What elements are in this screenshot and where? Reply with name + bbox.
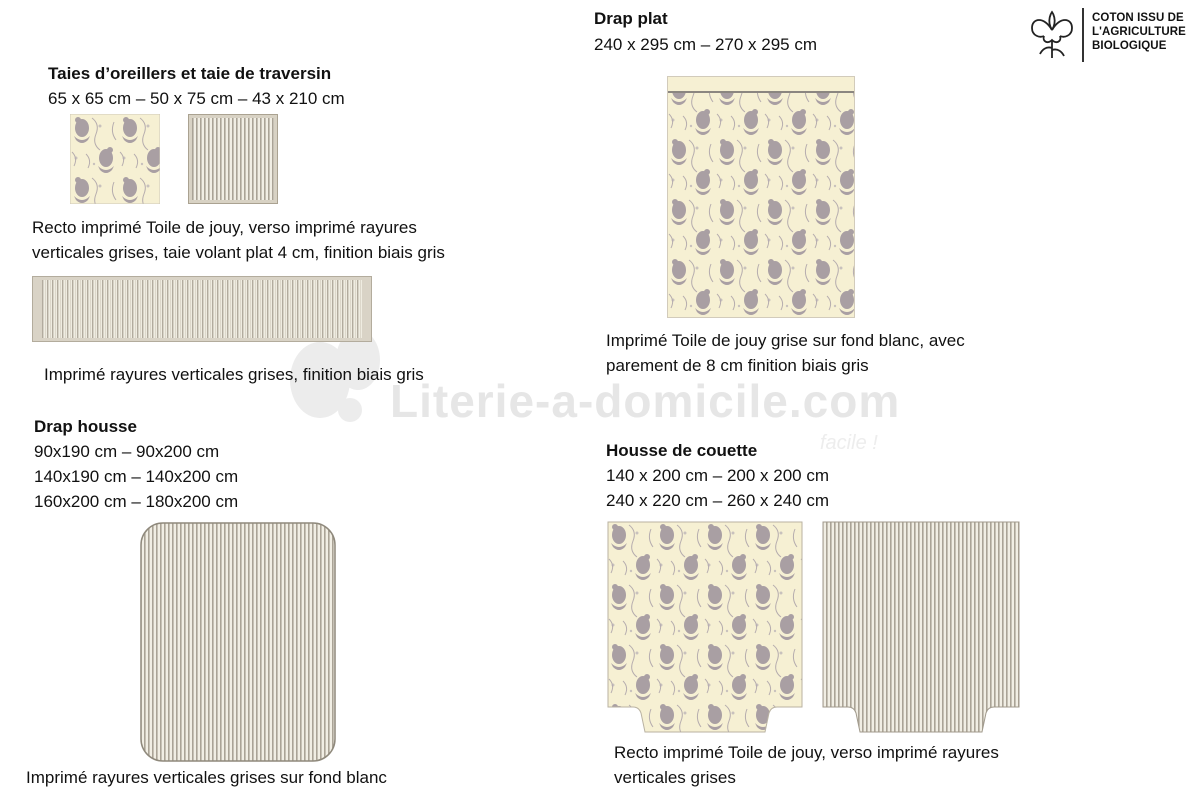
pillowcases-description-line1: Recto imprimé Toile de jouy, verso imprimé rayures xyxy=(32,218,417,237)
cotton-flower-icon xyxy=(1026,10,1078,60)
logo-line-3: BIOLOGIQUE xyxy=(1092,40,1167,52)
flat-sheet-title: Drap plat xyxy=(594,9,668,28)
watermark-text: Literie-a-domicile.com xyxy=(390,375,901,427)
duvet-cover-title: Housse de couette xyxy=(606,441,758,460)
fitted-sheet-description: Imprimé rayures verticales grises sur fond blanc xyxy=(26,768,387,787)
pillowcase-back-stripe-swatch xyxy=(188,114,278,204)
duvet-cover-description-line2: verticales grises xyxy=(614,768,736,787)
duvet-cover-back-stripe-swatch xyxy=(822,521,1020,733)
duvet-cover-sizes-line1: 140 x 200 cm – 200 x 200 cm xyxy=(606,466,830,485)
duvet-cover-front-toile-swatch xyxy=(607,521,803,733)
flat-sheet-description-line1: Imprimé Toile de jouy grise sur fond blanc, avec xyxy=(606,331,965,350)
bolster-description: Imprimé rayures verticales grises, finition biais gris xyxy=(44,365,424,384)
fitted-sheet-sizes-line2: 140x190 cm – 140x200 cm xyxy=(34,467,239,486)
pillowcases-title: Taies d’oreillers et taie de traversin xyxy=(48,64,332,83)
fitted-sheet-title: Drap housse xyxy=(34,417,137,436)
logo-line-2: L'AGRICULTURE xyxy=(1092,26,1186,38)
pillowcase-front-toile-swatch xyxy=(70,114,160,204)
watermark-tagline: facile ! xyxy=(820,432,878,454)
logo-divider xyxy=(1082,8,1084,62)
bolster-stripe-swatch xyxy=(32,276,372,342)
flat-sheet-description-line2: parement de 8 cm finition biais gris xyxy=(606,356,869,375)
pillowcases-description-line2: verticales grises, taie volant plat 4 cm, finition biais gris xyxy=(32,243,445,262)
flat-sheet-toile-swatch xyxy=(667,76,855,318)
fitted-sheet-sizes-line1: 90x190 cm – 90x200 cm xyxy=(34,442,220,461)
logo-line-1: COTON ISSU DE xyxy=(1092,12,1184,24)
organic-cotton-logo xyxy=(1024,8,1194,64)
fitted-sheet-sizes-line3: 160x200 cm – 180x200 cm xyxy=(34,492,239,511)
pillowcases-sizes: 65 x 65 cm – 50 x 75 cm – 43 x 210 cm xyxy=(48,89,345,108)
fitted-sheet-stripe-swatch xyxy=(140,522,336,762)
duvet-cover-sizes-line2: 240 x 220 cm – 260 x 240 cm xyxy=(606,491,830,510)
duvet-cover-description-line1: Recto imprimé Toile de jouy, verso imprimé rayures xyxy=(614,743,999,762)
flat-sheet-sizes: 240 x 295 cm – 270 x 295 cm xyxy=(594,35,818,54)
